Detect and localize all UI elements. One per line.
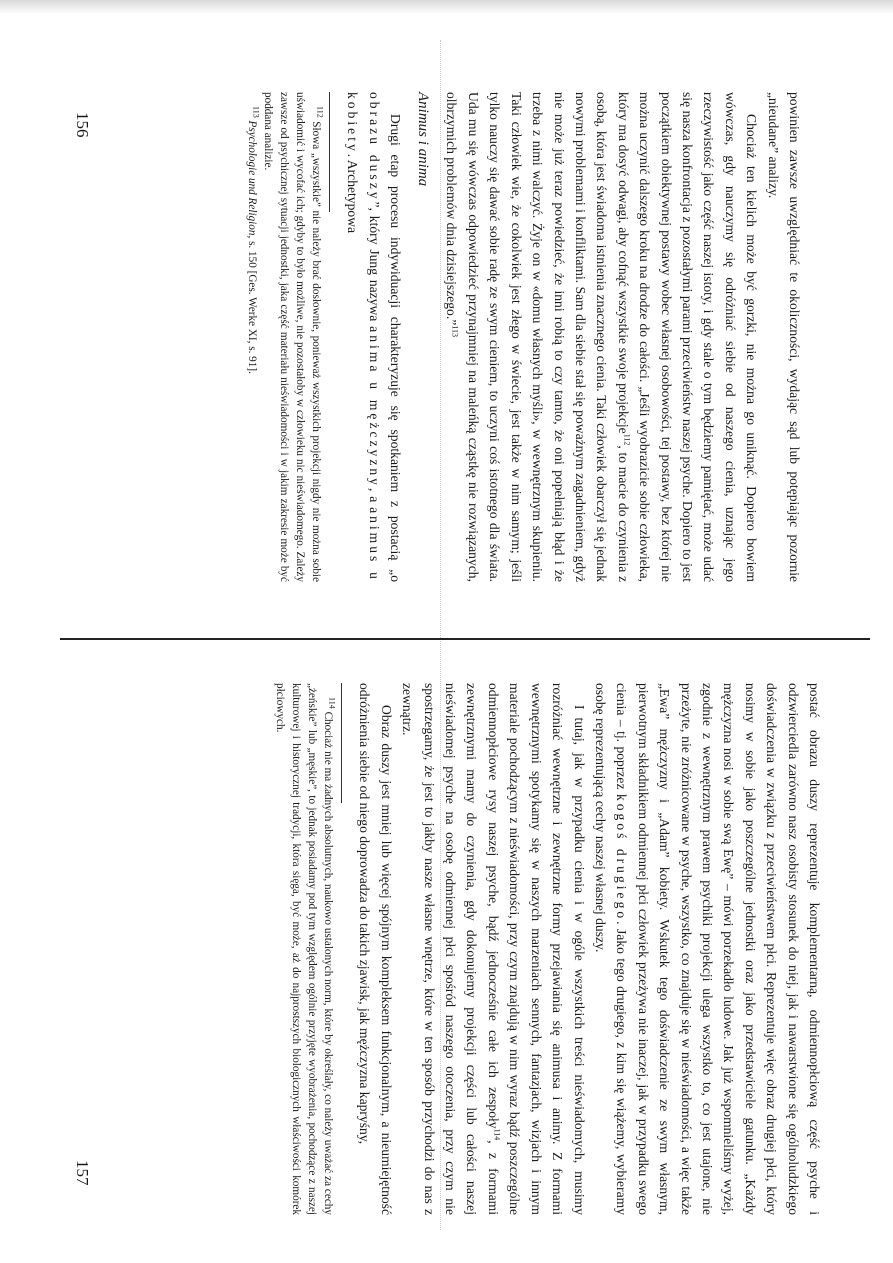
footnote-rule [329, 92, 330, 212]
section-heading: Animus i anima [415, 92, 432, 187]
page-157 [272, 683, 825, 1215]
spaced-term: animus u kobiety [345, 92, 382, 582]
paragraph: Obraz duszy jest mniej lub więcej spójnym kompleksem funkcjonalnym, a nieumiejętność odróżnienia siebie od niego doprowadza do takich zjawisk, jak mężczyzna kapryśny, [357, 683, 394, 1215]
footnote-ref-113: 113 [451, 325, 461, 337]
footnote-rule [341, 683, 342, 803]
footnote-112: $^{112}$ Słowa „wszystkie” nie należy brać dosłownie, ponieważ wszystkich projekcji nigdy nie można sobie uświadomić i wycofać ich; gdyby to było możliwe, nie pozostałoby w człowieku nic nieświadomego. Zależy zawsze od psychicznej sytuacji jednostki, jaka część materiału nieświadomości i w jakim zakresie może być poddana analizie. [261, 92, 325, 582]
paragraph: Drugi etap procesu indywiduacji charakteryzuje się spotkaniem z postacią „o obrazu duszy”, który Jung nazywa anima u mężczyzny, a animus u kobiety. Archetypowa [345, 92, 404, 582]
footnote-ref-114: 114 [492, 1128, 502, 1141]
scan-edge-shadow [0, 0, 893, 14]
page-156 [244, 92, 805, 582]
paragraph: powinien zawsze uwzględniać te okoliczności, wydając sąd lub potępiając pozornie „nieudane” analizy. [765, 92, 802, 582]
spaced-term: kogoś drugiego [614, 793, 630, 922]
book-gutter-line [60, 638, 870, 640]
page-number-157: 157 [73, 1160, 92, 1186]
paragraph: I tutaj, jak w przypadku cienia i w ogóle wszystkich treści nieświadomych, musimy rozróżniać wewnętrzne i zewnętrzne formy przejawiania się animusa i animy. Z formami wewnętrznymi spotykamy się w naszych marzeniach sennych, fantazjach, wizjach i innym materiale pochodzącym z nieświadomości, przy czym znajdują w nim wyraz bądź poszczególne odmiennopłciowe rysy naszej psyche, bądź jednocześnie całe ich zespoły$^{114}$, z formami zewnętrznymi mamy do czynienia, gdy dokonujemy projekcji części lub całości naszej nieświadomej psyche na osobę odmiennej płci spośród naszego otoczenia, przy czym nie spostrzegamy, że jest to jakby nasze własne wnętrze, które w ten sposób przychodzi do nas z zewnątrz. [400, 683, 587, 1215]
paragraph: postać obrazu duszy reprezentuje komplementarną, odmiennopłciową część psyche i odzwierciedla zarówno nasz osobisty stosunek do niej, jak i nawarstwione się ogólnoludzkiego doświadczenia w związku z przeciwieństwem płci. Reprezentuje więc obraz drugiej płci, który nosimy w sobie jako poszczególne jednostki oraz jako przedstawiciele gatunku. „Każdy mężczyzna nosi w sobie swą Ewę” – mówi porzekadło ludowe. Jak już wspomnieliśmy wyżej, zgodnie z wewnętrznym prawem psychiki projekcji ulega wszystko to, co jest utajone, nie przeżyte, nie zróżnicowane w psyche, wszystko, co znajduje się w nieświadomości, a więc także „Ewa” mężczyzny i „Adam” kobiety. Wskutek tego doświadczenie ze swym własnym, pierwotnym składnikiem odmiennej płci człowiek przeżywa nie inaczej, jak w przypadku swego cienia – tj. poprzez kogoś drugiego. Jako tego drugiego, z kim się wiążemy, wybieramy osobę reprezentującą cechy naszej własnej duszy. [592, 683, 822, 1216]
footnote-114: $^{114}$ Chociaż nie ma żadnych absolutnych, naukowo ustalonych norm, które by określały, co należy uważać za cechy „żeńskie” lub „męskie”, to jednak posiadamy pod tym względem ogólnie przyjęte wyobrażenia, pochodzące z naszej kulturowej i historycznej tradycji, która sięga, być może, aż do najprostszych biologicznych właściwości komórek płciowych. [274, 683, 337, 1215]
footnote-113: $^{113}$ Psychologie und Religion, s. 150 [Ges. Werke XI, s. 91]. [245, 106, 261, 374]
paragraph: Chociaż ten kielich może być gorzki, nie można go uniknąć. Dopiero bowiem wówczas, gdy nauczymy się odróżniać siebie od naszego cienia, uznając jego rzeczywistość jako część naszej istoty, i gdy stale o tym będziemy pamiętać, może udać się nasza konfrontacja z pozostałymi parami przeciwieństw naszej psyche. Dopiero to jest początkiem obiektywnej postawy wobec własnej osobowości, tej postawy, bez której nie można uczynić dalszego kroku na drodze do całości. „Jeśli wyobrazicie sobie człowieka, który ma dosyć odwagi, aby cofnąć wszystkie swoje projekcje$^{112}$, to macie do czynienia z osobą, która jest świadoma istnienia znacznego cienia. Taki człowiek obarczył się jednak nowymi problemami i konfliktami. Sam dla siebie stał się poważnym zagadnieniem, gdyż nie może już teraz powiedzieć, że inni robią to czy tamto, że oni popełniają błąd i że trzeba z nimi walczyć. Żyje on w «domu własnych myśli», w wewnętrznym skupieniu. Taki człowiek wie, że cokolwiek jest złego w świecie, jest także w nim samym; jeśli tylko nauczy się dawać sobie radę ze swym cieniem, to uczyni coś istotnego dla świata. Uda mu się wówczas odpowiedzieć przynajmniej na maleńką cząstkę nie rozwiązanych, olbrzymich problemów dnia dzisiejszego.”$^{113}$ [444, 92, 760, 582]
spaced-term: obrazu duszy [366, 92, 382, 202]
page-number-156: 156 [73, 112, 92, 138]
footnote-ref-112: 112 [622, 433, 632, 446]
spaced-term: anima u mężczyzny [366, 326, 382, 488]
